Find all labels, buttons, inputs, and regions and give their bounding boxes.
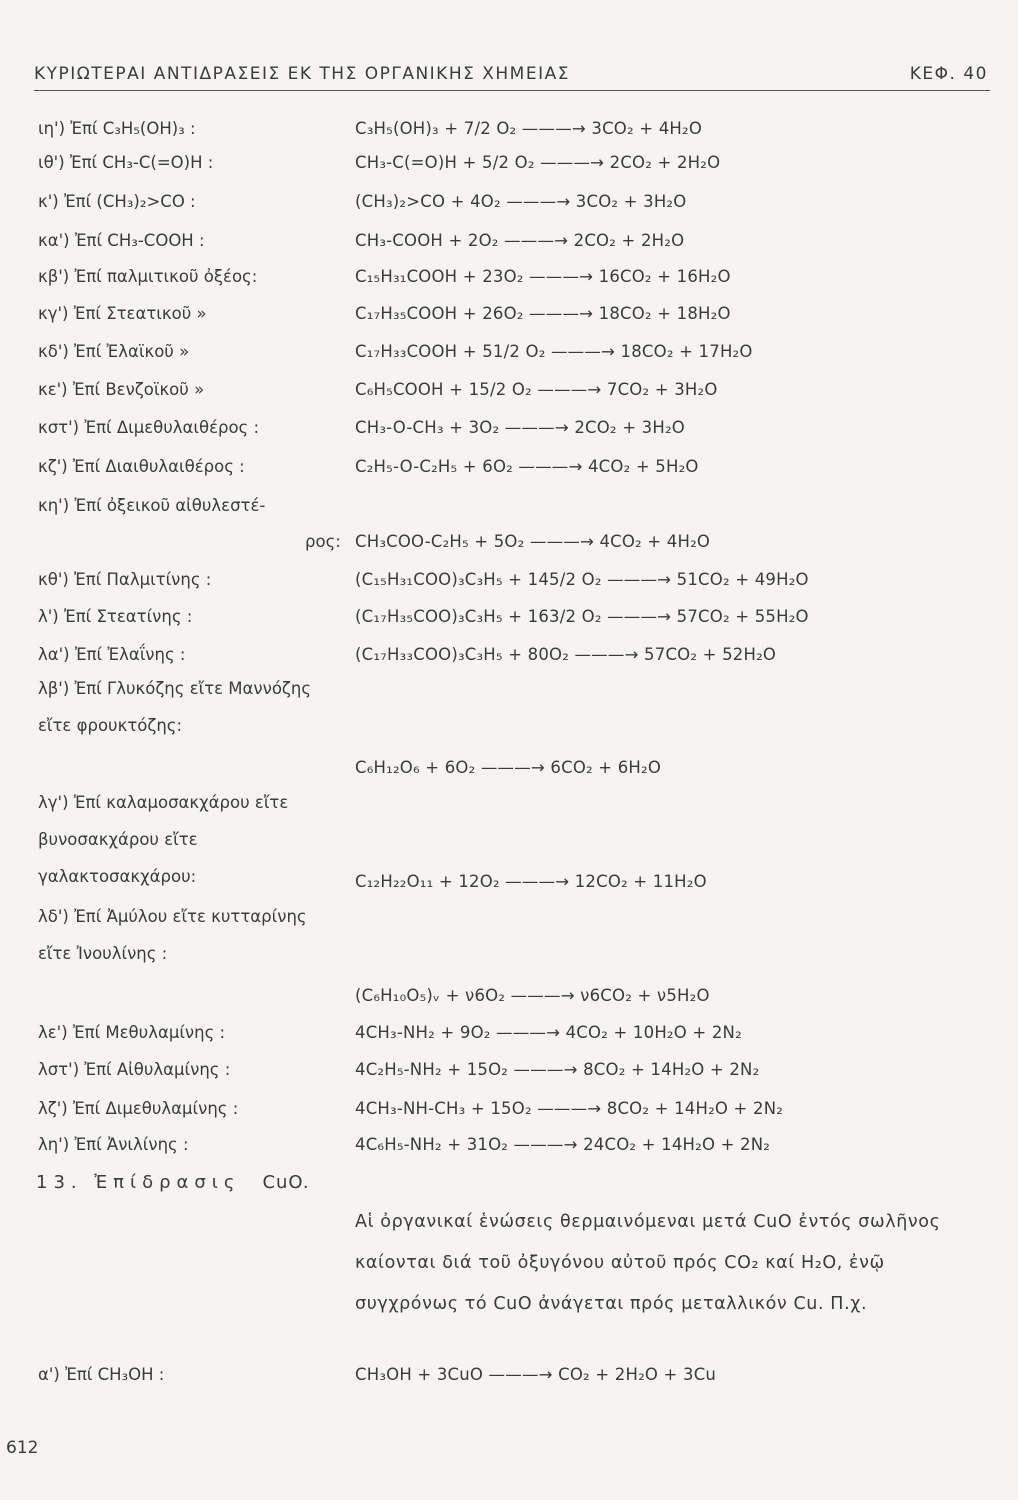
- reaction-label: λη') Ἐπί Ἀνιλίνης :: [38, 1135, 189, 1154]
- reaction-row: [0, 378, 1018, 412]
- reaction-label: λα') Ἐπί Ἐλαΐνης :: [38, 645, 186, 664]
- reaction-label: λστ') Ἐπί Αἰθυλαμίνης :: [38, 1060, 231, 1079]
- page-number: 612: [6, 1438, 39, 1458]
- reaction-equation: 4C₆H₅-NH₂ + 31O₂ ———→ 24CO₂ + 14H₂O + 2N₂: [355, 1135, 771, 1154]
- reaction-equation: C₁₅H₃₁COOH + 23O₂ ———→ 16CO₂ + 16H₂O: [355, 267, 731, 286]
- reaction-row: [0, 190, 1018, 224]
- reaction-label: λζ') Ἐπί Διμεθυλαμίνης :: [38, 1099, 239, 1118]
- reaction-equation: C₁₇H₃₃COOH + 51/2 O₂ ———→ 18CO₂ + 17H₂O: [355, 342, 753, 361]
- reaction-equation: CH₃-C(=O)H + 5/2 O₂ ———→ 2CO₂ + 2H₂O: [355, 153, 721, 172]
- reaction-equation: (CH₃)₂>CO + 4O₂ ———→ 3CO₂ + 3H₂O: [355, 192, 687, 211]
- reaction-label: λ') Ἐπί Στεατίνης :: [38, 607, 193, 626]
- reaction-label: ιθ') Ἐπί CH₃-C(=O)H :: [38, 153, 214, 172]
- reaction-equation: (C₁₇H₃₅COO)₃C₃H₅ + 163/2 O₂ ———→ 57CO₂ + 55H₂O: [355, 607, 809, 626]
- section-heading: [36, 1172, 310, 1193]
- example-equation: CH₃OH + 3CuO ———→ CO₂ + 2H₂O + 3Cu: [355, 1365, 717, 1384]
- chapter-reference: ΚΕΦ. 40: [909, 64, 988, 84]
- reaction-label: λγ') Ἐπί καλαμοσακχάρου εἴτε βυνοσακχάρου εἴτε γαλακτοσακχάρου:: [38, 793, 289, 886]
- reaction-label: ρος:: [305, 532, 341, 551]
- reaction-label: κα') Ἐπί CH₃-COOH :: [38, 231, 205, 250]
- reaction-label: κθ') Ἐπί Παλμιτίνης :: [38, 570, 212, 589]
- reaction-row: [0, 302, 1018, 336]
- reaction-label: κγ') Ἐπί Στεατικοῦ »: [38, 304, 207, 323]
- section-reagent: CuO.: [262, 1172, 310, 1193]
- reaction-row: [0, 1133, 1018, 1167]
- reaction-row: [0, 494, 1018, 528]
- reaction-label: λδ') Ἐπί Ἀμύλου εἴτε κυτταρίνης εἴτε Ἰνουλίνης :: [38, 907, 307, 963]
- reaction-equation: C₃H₅(OH)₃ + 7/2 O₂ ———→ 3CO₂ + 4H₂O: [355, 119, 703, 138]
- reaction-row: [0, 1058, 1018, 1092]
- reaction-equation: CH₃-COOH + 2O₂ ———→ 2CO₂ + 2H₂O: [355, 231, 685, 250]
- reaction-label: ιη') Ἐπί C₃H₅(OH)₃ :: [38, 119, 196, 138]
- example-row: [0, 1363, 1018, 1397]
- reaction-label: κε') Ἐπί Βενζοϊκοῦ »: [38, 380, 205, 399]
- reaction-row: [0, 568, 1018, 602]
- reaction-row: [0, 1021, 1018, 1055]
- reaction-equation: C₆H₅COOH + 15/2 O₂ ———→ 7CO₂ + 3H₂O: [355, 380, 718, 399]
- reaction-row: [0, 670, 1018, 782]
- reaction-equation: C₆H₁₂O₆ + 6O₂ ———→ 6CO₂ + 6H₂O: [355, 758, 662, 777]
- header-title: ΚΥΡΙΩΤΕΡΑΙ ΑΝΤΙΔΡΑΣΕΙΣ ΕΚ ΤΗΣ ΟΡΓΑΝΙΚΗΣ ΧΗΜΕΙΑΣ: [34, 64, 570, 84]
- reaction-label: κστ') Ἐπί Διμεθυλαιθέρος :: [38, 418, 260, 437]
- reaction-equation: (C₁₅H₃₁COO)₃C₃H₅ + 145/2 O₂ ———→ 51CO₂ + 49H₂O: [355, 570, 809, 589]
- reaction-row: [0, 530, 1018, 564]
- reaction-equation: 4CH₃-NH₂ + 9O₂ ———→ 4CO₂ + 10H₂O + 2N₂: [355, 1023, 742, 1042]
- reaction-equation: (C₁₇H₃₃COO)₃C₃H₅ + 80O₂ ———→ 57CO₂ + 52H₂O: [355, 645, 777, 664]
- reaction-row: [0, 229, 1018, 263]
- reaction-equation: CH₃COO-C₂H₅ + 5O₂ ———→ 4CO₂ + 4H₂O: [355, 532, 711, 551]
- reaction-row: [0, 340, 1018, 374]
- reaction-label: κζ') Ἐπί Διαιθυλαιθέρος :: [38, 457, 245, 476]
- section-title: 13. Ἐπίδρασις: [36, 1172, 241, 1193]
- page-header: [34, 62, 990, 91]
- reaction-label: κη') Ἐπί ὀξεικοῦ αἰθυλεστέ-: [38, 496, 266, 515]
- reaction-row: [0, 117, 1018, 151]
- reaction-row: [0, 605, 1018, 639]
- reaction-equation: (C₆H₁₀O₅)ᵥ + ν6O₂ ———→ ν6CO₂ + ν5H₂O: [355, 986, 710, 1005]
- reaction-label: λβ') Ἐπί Γλυκόζης εἴτε Μαννόζης εἴτε φρουκτόζης:: [38, 679, 312, 735]
- reaction-label: κ') Ἐπί (CH₃)₂>CO :: [38, 192, 196, 211]
- reaction-row: [0, 455, 1018, 489]
- reaction-equation: 4CH₃-NH-CH₃ + 15O₂ ———→ 8CO₂ + 14H₂O + 2N₂: [355, 1099, 784, 1118]
- reaction-row: [0, 151, 1018, 185]
- reaction-equation: C₁₂H₂₂O₁₁ + 12O₂ ———→ 12CO₂ + 11H₂O: [355, 872, 707, 891]
- reaction-equation: 4C₂H₅-NH₂ + 15O₂ ———→ 8CO₂ + 14H₂O + 2N₂: [355, 1060, 760, 1079]
- reaction-equation: C₁₇H₃₅COOH + 26O₂ ———→ 18CO₂ + 18H₂O: [355, 304, 731, 323]
- reaction-row: [0, 265, 1018, 299]
- section-paragraph: Αἱ ὀργανικαί ἑνώσεις θερμαινόμεναι μετά CuO ἐντός σωλῆνος καίονται διά τοῦ ὀξυγόνου αὐτοῦ πρός CO₂ καί H₂O, ἐνῷ συγχρόνως τό CuO ἀνάγεται πρός μεταλλικόν Cu. Π.χ.: [355, 1212, 941, 1314]
- reaction-row: [0, 898, 1018, 1010]
- reaction-equation: C₂H₅-O-C₂H₅ + 6O₂ ———→ 4CO₂ + 5H₂O: [355, 457, 699, 476]
- reaction-row: [0, 416, 1018, 450]
- reaction-row: [0, 784, 1018, 896]
- reaction-label: κβ') Ἐπί παλμιτικοῦ ὀξέος:: [38, 267, 258, 286]
- reaction-label: λε') Ἐπί Μεθυλαμίνης :: [38, 1023, 226, 1042]
- reaction-row: [0, 1097, 1018, 1131]
- example-label: α') Ἐπί CH₃OH :: [38, 1365, 165, 1384]
- reaction-equation: CH₃-O-CH₃ + 3O₂ ———→ 2CO₂ + 3H₂O: [355, 418, 685, 437]
- reaction-label: κδ') Ἐπί Ἐλαϊκοῦ »: [38, 342, 190, 361]
